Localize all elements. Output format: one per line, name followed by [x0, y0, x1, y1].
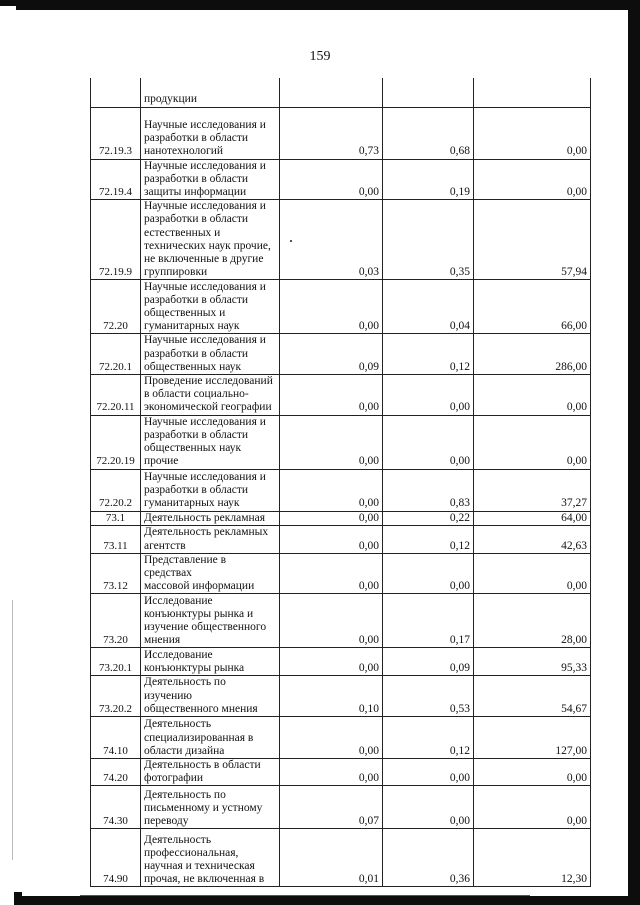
- row-code: 73.12: [91, 553, 141, 594]
- table-row: [91, 374, 591, 415]
- scan-border-top: [0, 0, 640, 10]
- row-name: [141, 78, 280, 107]
- row-name: [141, 716, 280, 758]
- row-value-1: 0,00: [280, 159, 383, 200]
- page-number: 159: [309, 49, 331, 64]
- row-code: 72.20.1: [91, 334, 141, 375]
- row-value-3: [474, 78, 591, 107]
- row-value-1: 0,10: [280, 676, 383, 717]
- row-value-3: 66,00: [474, 280, 591, 334]
- row-name: [141, 415, 280, 469]
- row-code: [91, 78, 141, 107]
- row-value-1: 0,00: [280, 525, 383, 553]
- table-row: [91, 78, 591, 107]
- row-name: [141, 829, 280, 887]
- row-value-1: 0,09: [280, 334, 383, 375]
- row-value-3: 127,00: [474, 716, 591, 758]
- row-value-2: 0,04: [383, 280, 474, 334]
- row-name: [141, 374, 280, 415]
- row-value-1: 0,73: [280, 107, 383, 159]
- row-code: 72.19.9: [91, 200, 141, 280]
- row-value-2: 0,00: [383, 415, 474, 469]
- row-value-2: 0,19: [383, 159, 474, 200]
- row-name-text: Деятельность по изучению общественного мнения: [144, 676, 258, 715]
- row-value-1: 0,00: [280, 716, 383, 758]
- table-row: [91, 469, 591, 511]
- row-name-text: Деятельность специализированная в области дизайна: [144, 718, 254, 757]
- row-code: 72.19.4: [91, 159, 141, 200]
- row-value-1: [280, 78, 383, 107]
- row-code: 74.10: [91, 716, 141, 758]
- row-value-3: 54,67: [474, 676, 591, 717]
- row-value-1: 0,00: [280, 280, 383, 334]
- row-name-text: Исследование конъюнктуры рынка: [144, 648, 245, 675]
- scan-artifact-edge: [12, 600, 13, 860]
- row-value-3: 95,33: [474, 648, 591, 676]
- scan-border-right: [628, 0, 640, 905]
- row-name: [141, 511, 280, 525]
- row-value-2: 0,00: [383, 786, 474, 829]
- table-row: [91, 758, 591, 785]
- row-name-text: Научные исследования и разработки в области гуманитарных наук: [144, 470, 266, 510]
- row-value-1: 0,00: [280, 553, 383, 594]
- row-value-3: 57,94: [474, 200, 591, 280]
- row-name-text: Деятельность по письменному и устному переводу: [144, 788, 263, 828]
- row-code: 73.11: [91, 525, 141, 553]
- row-value-1: 0,07: [280, 786, 383, 829]
- row-value-2: 0,83: [383, 469, 474, 511]
- row-name-text: Научные исследования и разработки в области общественных наук прочие: [144, 415, 266, 468]
- row-name-text: Научные исследования и разработки в области общественных и гуманитарных наук: [144, 280, 266, 333]
- row-name: [141, 200, 280, 280]
- row-value-2: 0,22: [383, 511, 474, 525]
- table-row: [91, 511, 591, 525]
- row-name-text: Исследование конъюнктуры рынка и изучение общественного мнения: [144, 594, 267, 647]
- row-code: 72.20: [91, 280, 141, 334]
- table-row: [91, 159, 591, 200]
- row-name: [141, 107, 280, 159]
- row-value-2: 0,00: [383, 374, 474, 415]
- row-value-3: 28,00: [474, 594, 591, 648]
- row-value-1: 0,00: [280, 594, 383, 648]
- table-body: [91, 78, 591, 887]
- row-value-3: 0,00: [474, 107, 591, 159]
- row-name: [141, 758, 280, 785]
- table-row: [91, 553, 591, 594]
- row-value-3: 0,00: [474, 374, 591, 415]
- row-value-3: 0,00: [474, 786, 591, 829]
- table-row: [91, 280, 591, 334]
- row-name: [141, 676, 280, 717]
- table-row: [91, 648, 591, 676]
- row-name: [141, 280, 280, 334]
- row-value-2: 0,00: [383, 758, 474, 785]
- row-code: 73.20.1: [91, 648, 141, 676]
- row-name-text: Деятельность профессиональная, научная и техническая прочая, не включенная в: [144, 833, 265, 886]
- row-value-2: 0,17: [383, 594, 474, 648]
- row-name-text: Деятельность рекламных агентств: [144, 526, 269, 552]
- row-value-2: 0,53: [383, 676, 474, 717]
- table-row: [91, 200, 591, 280]
- row-value-3: 286,00: [474, 334, 591, 375]
- row-value-3: 0,00: [474, 159, 591, 200]
- row-name-text: Проведение исследований в области социально- экономической географии: [144, 374, 273, 414]
- row-name-text: продукции: [144, 93, 197, 106]
- row-name: [141, 594, 280, 648]
- row-value-2: [383, 78, 474, 107]
- row-value-2: 0,35: [383, 200, 474, 280]
- row-value-1: 0,01: [280, 829, 383, 887]
- row-value-3: 0,00: [474, 553, 591, 594]
- table-row: [91, 786, 591, 829]
- row-value-1: 0,03: [280, 200, 383, 280]
- row-value-1: 0,00: [280, 469, 383, 511]
- row-value-2: 0,12: [383, 716, 474, 758]
- row-name: [141, 469, 280, 511]
- row-value-1: 0,00: [280, 374, 383, 415]
- row-code: 72.20.19: [91, 415, 141, 469]
- scan-corner-mark: [14, 892, 22, 905]
- row-name-text: Деятельность в области фотографии: [144, 758, 261, 785]
- row-name-text: Деятельность рекламная: [144, 511, 266, 524]
- row-value-2: 0,36: [383, 829, 474, 887]
- table-row: [91, 716, 591, 758]
- row-value-3: 37,27: [474, 469, 591, 511]
- scan-artifact-line: [80, 895, 530, 896]
- table-row: [91, 415, 591, 469]
- row-value-1: 0,00: [280, 758, 383, 785]
- row-name: [141, 786, 280, 829]
- row-value-1: 0,00: [280, 648, 383, 676]
- row-value-3: 12,30: [474, 829, 591, 887]
- table-row: [91, 334, 591, 375]
- row-value-3: 42,63: [474, 525, 591, 553]
- row-value-2: 0,68: [383, 107, 474, 159]
- row-code: 72.20.11: [91, 374, 141, 415]
- row-value-3: 0,00: [474, 415, 591, 469]
- row-name: [141, 159, 280, 200]
- row-value-3: 64,00: [474, 511, 591, 525]
- row-code: 74.30: [91, 786, 141, 829]
- row-value-2: 0,00: [383, 553, 474, 594]
- row-code: 73.20: [91, 594, 141, 648]
- table-row: [91, 829, 591, 887]
- row-value-1: 0,00: [280, 511, 383, 525]
- row-name: [141, 553, 280, 594]
- table-row: [91, 525, 591, 553]
- row-value-1: 0,00: [280, 415, 383, 469]
- table-row: [91, 594, 591, 648]
- row-name-text: Представление в средствах массовой информации: [144, 553, 255, 593]
- row-name-text: Научные исследования и разработки в области общественных наук: [144, 334, 266, 373]
- row-name: [141, 334, 280, 375]
- row-value-3: 0,00: [474, 758, 591, 785]
- scan-border-gap: [0, 6, 16, 12]
- scan-border-bottom: [14, 896, 640, 905]
- table-row: [91, 107, 591, 159]
- row-value-2: 0,09: [383, 648, 474, 676]
- row-code: 72.19.3: [91, 107, 141, 159]
- row-code: 74.90: [91, 829, 141, 887]
- table-row: [91, 676, 591, 717]
- row-code: 73.1: [91, 511, 141, 525]
- activity-table: [90, 78, 591, 887]
- row-code: 72.20.2: [91, 469, 141, 511]
- row-code: 74.20: [91, 758, 141, 785]
- row-value-2: 0,12: [383, 525, 474, 553]
- row-value-2: 0,12: [383, 334, 474, 375]
- row-code: 73.20.2: [91, 676, 141, 717]
- row-name: [141, 648, 280, 676]
- row-name-text: Научные исследования и разработки в области защиты информации: [144, 159, 266, 198]
- row-name-text: Научные исследования и разработки в области нанотехнологий: [144, 118, 266, 158]
- row-name-text: Научные исследования и разработки в области естественных и технических наук прочие, не включенные в другие группировки: [144, 200, 271, 279]
- row-name: [141, 525, 280, 553]
